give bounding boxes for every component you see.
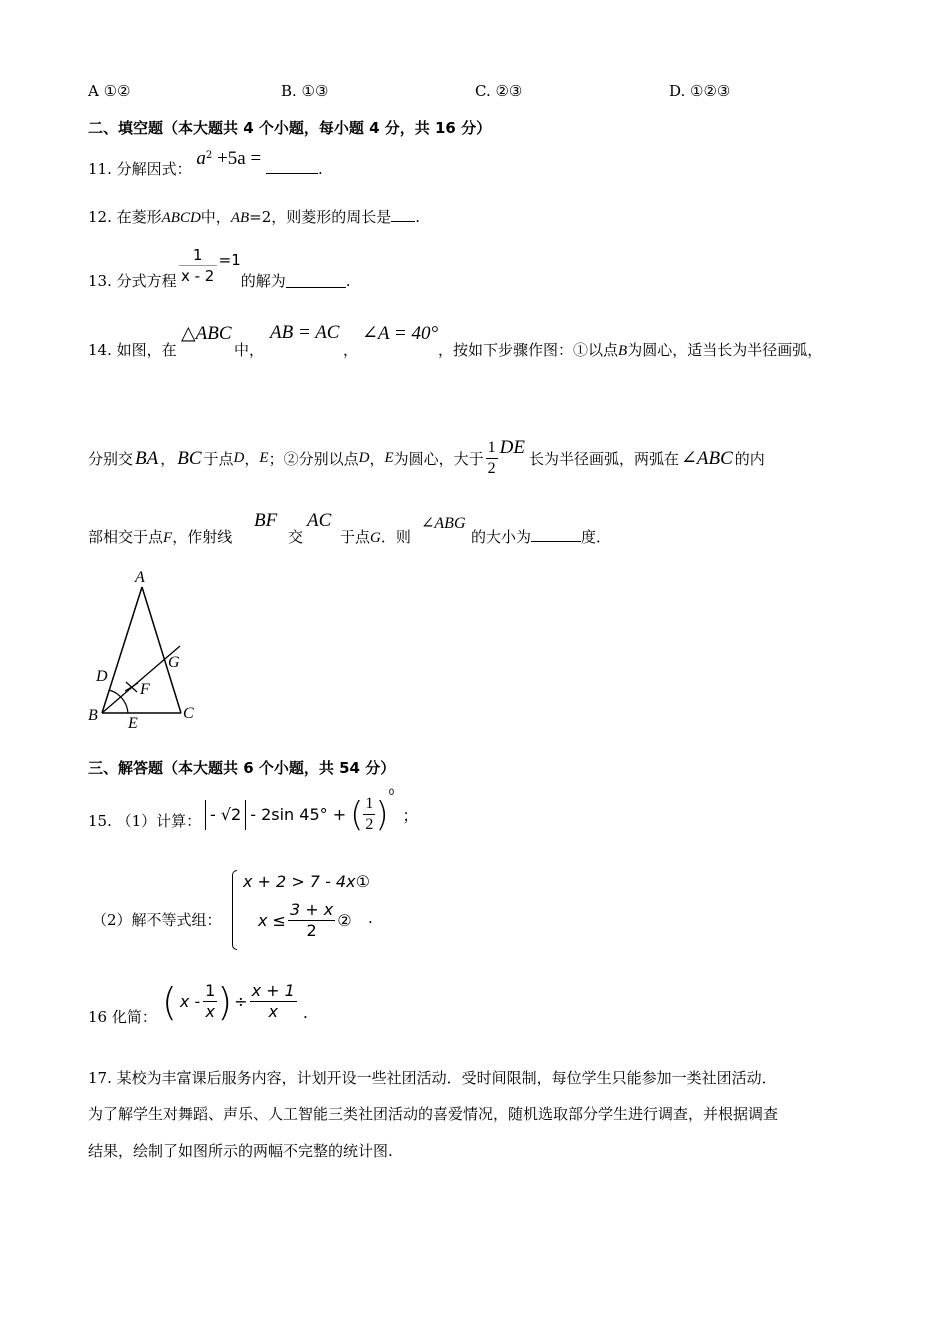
section-2-title: 二、填空题（本大题共 4 个小题，每小题 4 分，共 16 分） — [88, 119, 492, 137]
q16-expression — [162, 981, 308, 1022]
q16-x: x - — [179, 992, 201, 1011]
q14-abg: ∠ABG — [421, 515, 466, 532]
q14-half-num: 1 — [486, 438, 498, 459]
q17-line1: 17. 某校为丰富课后服务内容，计划开设一些社团活动．受时间限制，每位学生只能参加一类社团活动． — [88, 1069, 777, 1087]
q13 — [88, 240, 351, 291]
q13-answer-blank[interactable] — [286, 273, 346, 288]
label-d: D — [96, 668, 108, 685]
q14-ac: AC — [307, 510, 332, 531]
q13-rhs: =1 — [218, 250, 241, 269]
q14-line3-a — [88, 526, 232, 547]
label-f: F — [140, 681, 150, 698]
q16-inner-den: x — [205, 1002, 215, 1021]
q14-line3-f — [471, 526, 611, 547]
q12-ab: AB — [230, 210, 250, 226]
q12-text3: =2，则菱形的周长是 — [249, 208, 392, 226]
q13-text: 的解为 — [240, 272, 286, 290]
q11-label: 11. 分解因式： — [88, 160, 192, 178]
q14-half-den: 2 — [487, 460, 496, 477]
q16-end: . — [302, 1003, 308, 1022]
q15-mark1: ① — [355, 872, 370, 891]
q16-num: x + 1 — [251, 981, 295, 1000]
q14-e2: E — [384, 450, 394, 466]
q14-line3-e: ．则 — [380, 528, 411, 546]
q11-end: . — [317, 160, 323, 178]
q15-expression — [205, 788, 419, 835]
q14-angle-a: ∠A = 40° — [362, 323, 439, 344]
option-b: B. ①③ — [281, 82, 329, 100]
label-b: B — [88, 707, 98, 724]
q12-text2: 中， — [200, 208, 231, 226]
q14-line3-b: ，作射线 — [172, 528, 233, 546]
q14-de: DE — [499, 436, 525, 458]
label-g: G — [168, 654, 180, 671]
q11-rest: +5a = — [217, 148, 262, 169]
q16-label: 16 化简： — [88, 1008, 157, 1026]
q17-line2: 为了解学生对舞蹈、声乐、人工智能三类社团活动的喜爱情况，随机选取部分学生进行调查，并根据调查 — [88, 1105, 779, 1123]
q12-end: . — [415, 208, 421, 226]
paren-right: ) — [375, 794, 389, 835]
q13-fraction — [179, 245, 217, 286]
q16-inner-frac — [203, 981, 217, 1022]
option-a: A ①② — [88, 82, 131, 100]
q14-comma: ， — [343, 341, 359, 359]
arc-mark-2 — [125, 683, 138, 691]
q12-answer-blank[interactable] — [391, 207, 415, 222]
q12-text1: 12. 在菱形 — [88, 208, 162, 226]
side-ab — [102, 587, 142, 713]
q11 — [88, 148, 323, 180]
q15-ineq1-text: x + 2 > 7 - 4x — [243, 872, 356, 891]
q14-line3-d — [340, 526, 411, 547]
q17-line3: 结果，绘制了如图所示的两幅不完整的统计图. — [88, 1142, 393, 1160]
q14-e: E — [259, 450, 269, 466]
q14-line3-d-text: 于点 — [340, 528, 371, 546]
q14-line3-g: 度． — [581, 528, 612, 546]
q14-line3-a-text: 部相交于点 — [88, 528, 164, 546]
q14-comma2: ， — [160, 450, 176, 468]
q14-bc: BC — [177, 447, 202, 469]
q14-line2 — [88, 438, 765, 479]
option-d: D. ①②③ — [669, 82, 731, 100]
q15-abs: - √2 — [205, 800, 246, 830]
q14-answer-blank[interactable] — [531, 527, 581, 542]
q14-sep2: ， — [369, 450, 385, 468]
q15-ineq2 — [258, 900, 352, 941]
q15-frac-den: 2 — [365, 816, 374, 833]
q14-g: G — [370, 530, 381, 546]
q14-line1-b: ，按如下步骤作图：①以点 — [438, 341, 619, 359]
q15-ineq2-den: 2 — [306, 921, 317, 940]
q12-abcd: ABCD — [161, 210, 201, 226]
q14-f: F — [163, 530, 173, 546]
q15-end2: . — [368, 909, 373, 927]
q15-mark2: ② — [337, 911, 352, 930]
label-e: E — [128, 715, 138, 732]
q11-answer-blank[interactable] — [266, 159, 318, 174]
q16-den: x — [268, 1002, 278, 1021]
q15-end: ； — [402, 806, 419, 825]
paren-left-2: ( — [162, 979, 177, 1024]
label-a: A — [135, 569, 145, 586]
q14-line2-a: 分别交 — [88, 450, 134, 468]
q14-line1-rest — [438, 339, 822, 360]
q15-mid: - 2sin 45° + — [250, 805, 347, 824]
triangle-figure — [80, 560, 210, 740]
q14-d: D — [233, 450, 245, 466]
paren-right-2: ) — [217, 979, 233, 1024]
q14-line2-c: ；②分别以点 — [268, 450, 359, 468]
q14-line2-d: 为圆心，大于 — [393, 450, 484, 468]
q14-line2-e: 长为半径画弧，两弧在 — [528, 450, 679, 468]
paren-left: ( — [350, 794, 364, 835]
q15-exp: 0 — [388, 788, 395, 798]
q14-bf: BF — [254, 510, 278, 531]
q13-num: 1 — [179, 245, 217, 266]
q15-frac-num: 1 — [363, 794, 375, 815]
q15-frac — [363, 794, 375, 835]
q14-line1-start: 14. 如图，在 — [88, 341, 177, 359]
q14-point-b: B — [618, 343, 628, 359]
q14-line2-f: 的内 — [734, 450, 765, 468]
q16-inner-num: 1 — [205, 981, 216, 1000]
q14-d2: D — [358, 450, 370, 466]
q15-part2-label: （2）解不等式组： — [92, 911, 222, 929]
section-3-title: 三、解答题（本大题共 6 个小题，共 54 分） — [88, 759, 396, 777]
q15-ineq2-num: 3 + x — [289, 900, 334, 919]
q15-ineq1 — [243, 872, 370, 891]
q14-triangle: △ABC — [181, 323, 232, 344]
q15-ineq2-lhs: x ≤ — [258, 911, 286, 930]
option-c: C. ②③ — [475, 82, 523, 100]
q16-div: ÷ — [234, 992, 248, 1011]
q11-base: a — [196, 148, 206, 169]
q14-equal-sides: AB = AC — [270, 322, 340, 343]
label-c: C — [183, 705, 194, 722]
q14-ba: BA — [135, 447, 159, 469]
q15-part1-label: 15. （1）计算： — [88, 812, 202, 830]
q14-line3-f-text: 的大小为 — [471, 528, 532, 546]
q14-line2-b: 于点 — [203, 450, 234, 468]
q14-angle-abc: ∠ABC — [680, 448, 733, 469]
q13-label: 13. 分式方程 — [88, 272, 177, 290]
q14-sep1: ， — [244, 450, 260, 468]
q14-half — [486, 438, 498, 479]
q11-sup: 2 — [205, 150, 213, 161]
system-brace — [232, 870, 237, 950]
q14-zh: 中， — [234, 341, 265, 359]
q13-den: x - 2 — [180, 267, 215, 285]
q13-end: . — [345, 271, 351, 290]
q16-frac — [250, 981, 297, 1022]
q14-line1-c: 为圆心，适当长为半径画弧， — [627, 341, 823, 359]
q12 — [88, 206, 420, 227]
q15-ineq2-frac — [288, 900, 335, 941]
q14-line3-c: 交 — [288, 528, 304, 546]
